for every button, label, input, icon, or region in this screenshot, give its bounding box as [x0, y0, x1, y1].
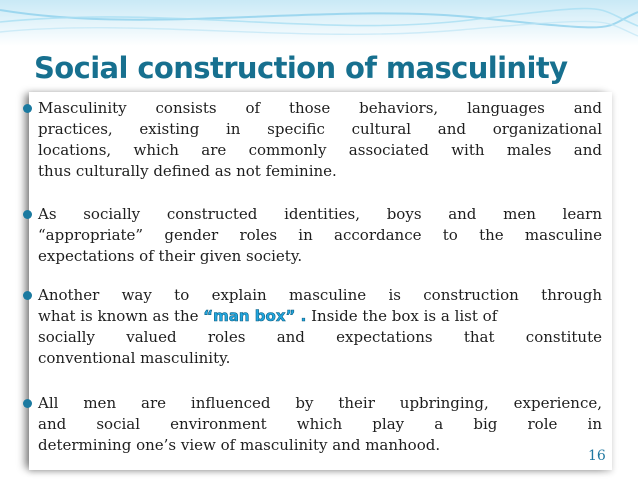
- page-number: 16: [588, 448, 606, 464]
- bullet-line: and social environment which play a big role in: [38, 415, 602, 433]
- bullet-icon: [23, 210, 32, 219]
- man-box-highlight: “man box” .: [203, 307, 307, 325]
- bullet-line: Masculinity consists of those behaviors, languages and: [38, 99, 602, 117]
- bullet-item: [38, 98, 602, 182]
- bullet-icon: [23, 291, 32, 300]
- text-before-highlight: what is known as the: [38, 307, 204, 325]
- text-after-highlight: Inside the box is a list of: [306, 307, 498, 325]
- slide-title: Social construction of masculinity: [34, 51, 568, 85]
- bullet-line: thus culturally defined as not feminine.: [38, 162, 337, 180]
- header-decoration: [0, 0, 638, 46]
- bullet-line: All men are influenced by their upbringing, experience,: [38, 394, 602, 412]
- bullet-line: expectations of their given society.: [38, 247, 303, 265]
- bullet-icon: [23, 399, 32, 408]
- bullet-line: locations, which are commonly associated with males and: [38, 141, 602, 159]
- bullet-line: As socially constructed identities, boys and men learn: [38, 205, 602, 223]
- bullet-line: “appropriate” gender roles in accordance to the masculine: [38, 226, 602, 244]
- bullet-item: [38, 285, 602, 369]
- bullet-line: determining one’s view of masculinity and manhood.: [38, 436, 441, 454]
- bullet-line: practices, existing in specific cultural and organizational: [38, 120, 602, 138]
- bullet-line: conventional masculinity.: [38, 349, 231, 367]
- bullet-line: Another way to explain masculine is construction through: [38, 286, 602, 304]
- bullet-line: [38, 306, 602, 327]
- bullet-item: [38, 204, 602, 267]
- bullet-line: socially valued roles and expectations that constitute: [38, 328, 602, 346]
- bullet-item: [38, 393, 602, 456]
- bullet-icon: [23, 104, 32, 113]
